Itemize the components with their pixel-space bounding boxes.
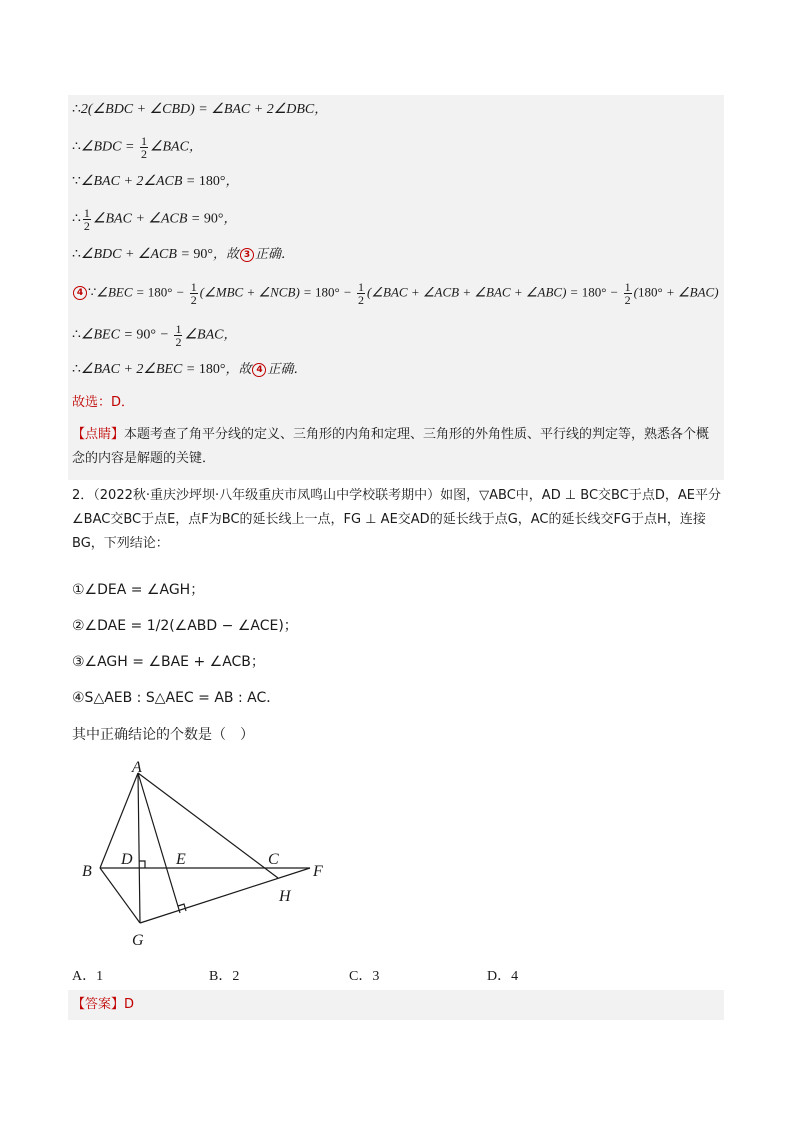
conclusion-4: ④S△AEB : S△AEC = AB : AC．: [72, 690, 281, 706]
geometry-figure: [70, 755, 350, 955]
solution-line-8: ∴∠BAC + 2∠BEC = 180°，故 4 正确．: [72, 362, 307, 377]
label-a: A: [132, 759, 142, 776]
comment-label: 【点睛】: [72, 427, 125, 442]
label-h: H: [279, 888, 291, 905]
question-prompt: 其中正确结论的个数是（ ）: [72, 727, 254, 743]
question-number: 2．: [72, 488, 94, 503]
answer-value: D: [124, 997, 135, 1012]
solution-line-4: ∴ $\frac{1}{2}$ ∠BAC + ∠ACB = 90°，: [72, 206, 237, 233]
answer-line: [72, 996, 134, 1014]
conclusion-2: ②∠DAE = 1/2(∠ABD − ∠ACE)；: [72, 618, 298, 634]
solution-line-5: ∴∠BDC + ∠ACB = 90°，故 3 正确．: [72, 247, 295, 262]
label-e: E: [176, 851, 186, 868]
label-g: G: [132, 932, 144, 949]
question-source: （2022秋·重庆沙坪坝·八年级重庆市凤鸣山中学校联考期中）: [93, 488, 441, 503]
comment-text: 本题考查了角平分线的定义、三角形的内角和定理、三角形的外角性质、平行线的判定等，熟悉各个概念的内容是解题的关键．: [72, 427, 710, 466]
question-stem: [72, 484, 722, 556]
final-choice: 故选：D．: [72, 395, 135, 410]
answer-label: 【答案】: [72, 997, 125, 1012]
conclusion-3: ③∠AGH = ∠BAE + ∠ACB；: [72, 654, 265, 670]
answer-block: [68, 990, 724, 1020]
solution-line-1: ∴2(∠BDC + ∠CBD) = ∠BAC + 2∠DBC，: [72, 102, 328, 117]
option-d: D．4: [487, 969, 519, 984]
solution-line-7: ∴∠BEC = 90° − $\frac{1}{2}$ ∠BAC，: [72, 322, 237, 349]
label-c: C: [268, 851, 279, 868]
solution-line-6: 4 ∵∠BEC = 180° − $\frac{1}{2}$ (∠MBC + ∠NCB) = 180° − $\frac{1}{2}$ (∠BAC + ∠ACB + ∠BAC + ∠ABC) = 180° − $\frac{1}{2}$ (180° + ∠BAC): [72, 281, 719, 306]
label-b: B: [82, 863, 92, 880]
solution-line-2: ∴∠BDC = $\frac{1}{2}$ ∠BAC，: [72, 134, 202, 161]
label-d: D: [121, 851, 133, 868]
label-f: F: [313, 863, 323, 880]
question-text: 如图，▽ABC中，AD ⊥ BC交BC于点D，AE平分∠BAC交BC于点E，点F为BC的延长线上一点，FG ⊥ AE交AD的延长线于点G，AC的延长线交FG于点H，连接BG，下列结论：: [72, 488, 721, 551]
option-a: A．1: [72, 969, 104, 984]
option-b: B．2: [209, 969, 240, 984]
solution-line-3: ∵∠BAC + 2∠ACB = 180°，: [72, 174, 239, 189]
option-c: C．3: [349, 969, 380, 984]
conclusion-1: ①∠DEA = ∠AGH；: [72, 582, 205, 598]
comment-paragraph: [72, 423, 722, 471]
